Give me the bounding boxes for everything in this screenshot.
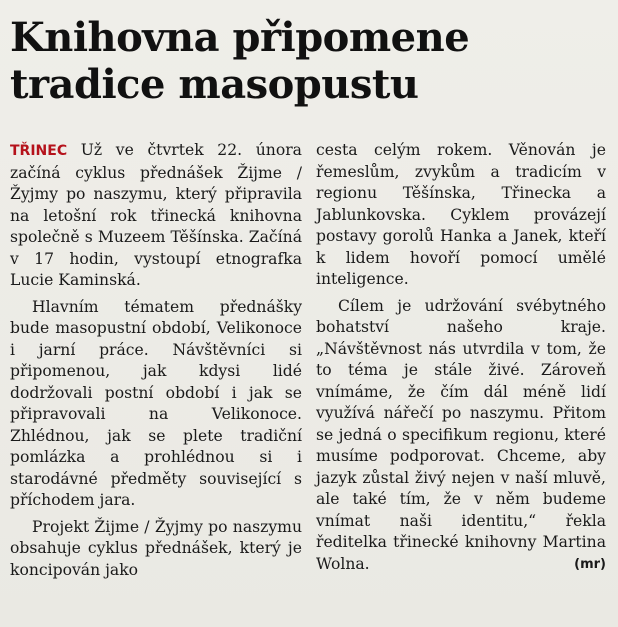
- author-signature: (mr): [574, 556, 606, 572]
- article-paragraph: Hlavním tématem přednášky bude masopustní období, Velikonoce i jarní práce. Návštěvníci si připomenou, jak kdysi lidé dodržovali postní období i jak se připravovali na Velikonoce. Zhlédnou, jak se plete tradiční pomlázka a prohlédnou si i starodávné předměty související s příchodem jara.: [10, 297, 302, 509]
- article-paragraph: [10, 140, 302, 292]
- article-column-left: [10, 140, 302, 581]
- article-column-right: [316, 140, 606, 575]
- article-paragraph: Projekt Žijme / Žyjmy po naszymu obsahuje cyklus přednášek, který je koncipován jako: [10, 517, 302, 579]
- article-paragraph: cesta celým rokem. Věnován je řemeslům, zvykům a tradicím v regionu Těšínska, Třinecka a Jablunkovska. Cyklem provázejí postavy gorolů Hanka a Janek, kteří k lidem hovoří pomocí umělé inteligence.: [316, 141, 606, 288]
- paragraph-text: Cílem je udržování svébytného bohatství našeho kraje. „Návštěvnost nás utvrdila v tom, že to téma je stále živé. Zároveň vnímáme, že čím dál méně lidí využívá nářečí po naszymu. Přitom se jedná o specifikum regionu, které musíme podporovat. Chceme, aby jazyk zůstal živý nejen v naší mluvě, ale také tím, že v něm budeme vnímat naši identitu,“ řekla ředitelka třinecké knihovny Martina Wolna.: [316, 296, 606, 573]
- article-paragraph: [316, 296, 606, 576]
- dateline: TŘINEC: [10, 143, 68, 159]
- headline: Knihovna připomene tradice masopustu: [10, 14, 470, 108]
- paragraph-text: Už ve čtvrtek 22. února začíná cyklus přednášek Žijme / Žyjmy po naszymu, který připravila na letošní rok třinecká knihovna společně s Muzeem Těšínska. Začíná v 17 hodin, vystoupí etnografka Lucie Kaminská.: [10, 141, 302, 289]
